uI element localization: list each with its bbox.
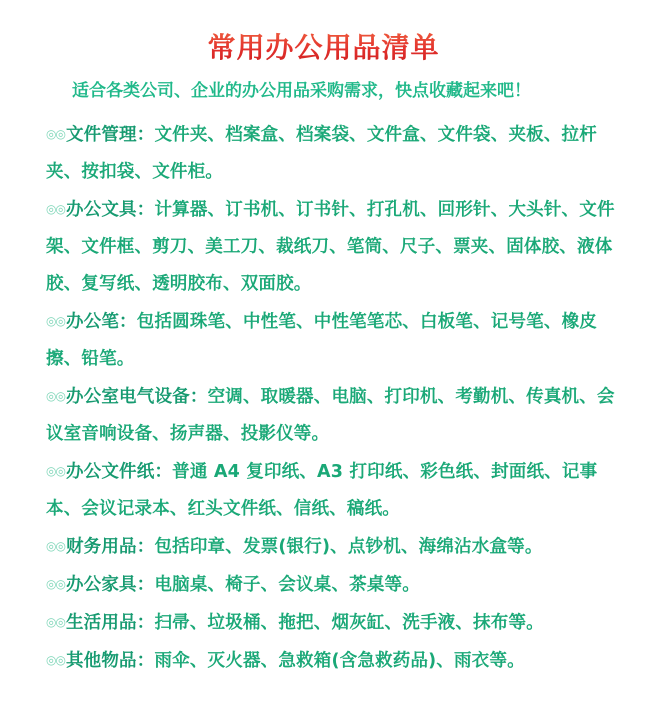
item-content: 包括圆珠笔、中性笔、中性笔笔芯、白板笔、记号笔、橡皮擦、铅笔。 bbox=[46, 312, 597, 369]
bullet-icon: ◎◎ bbox=[46, 127, 65, 141]
item-label: 办公文件纸： bbox=[65, 462, 173, 482]
item-label: 其他物品： bbox=[65, 651, 155, 671]
bullet-icon: ◎◎ bbox=[46, 389, 65, 403]
page-subtitle: 适合各类公司、企业的办公用品采购需求，快点收藏起来吧！ bbox=[72, 81, 531, 101]
list-item bbox=[46, 528, 616, 566]
list-item bbox=[46, 604, 616, 642]
bullet-icon: ◎◎ bbox=[46, 202, 65, 216]
page-title: 常用办公用品清单 bbox=[0, 28, 647, 68]
item-label: 办公文具： bbox=[65, 200, 155, 220]
item-content: 包括印章、发票(银行)、点钞机、海绵沾水盒等。 bbox=[154, 537, 543, 557]
list-item bbox=[46, 191, 616, 303]
list-item bbox=[46, 378, 616, 453]
item-label: 办公家具： bbox=[65, 575, 155, 595]
bullet-icon: ◎◎ bbox=[46, 464, 65, 478]
item-content: 电脑桌、椅子、会议桌、茶桌等。 bbox=[154, 575, 420, 595]
list-item bbox=[46, 642, 616, 680]
item-label: 生活用品： bbox=[65, 613, 155, 633]
list-item bbox=[46, 303, 616, 378]
list-item bbox=[46, 566, 616, 604]
item-label: 办公笔： bbox=[65, 312, 137, 332]
item-content: 扫帚、垃圾桶、拖把、烟灰缸、洗手液、抹布等。 bbox=[154, 613, 544, 633]
item-label: 文件管理： bbox=[65, 125, 155, 145]
bullet-icon: ◎◎ bbox=[46, 653, 65, 667]
bullet-icon: ◎◎ bbox=[46, 615, 65, 629]
item-label: 财务用品： bbox=[65, 537, 155, 557]
item-content: 普通 A4 复印纸、A3 打印纸、彩色纸、封面纸、记事本、会议记录本、红头文件纸、信纸、稿纸。 bbox=[46, 462, 598, 519]
item-content: 雨伞、灭火器、急救箱(含急救药品)、雨衣等。 bbox=[154, 651, 525, 671]
item-content: 文件夹、档案盒、档案袋、文件盒、文件袋、夹板、拉杆夹、按扣袋、文件柜。 bbox=[46, 125, 597, 182]
bullet-icon: ◎◎ bbox=[46, 539, 65, 553]
item-content: 计算器、订书机、订书针、打孔机、回形针、大头针、文件架、文件框、剪刀、美工刀、裁纸刀、笔筒、尺子、票夹、固体胶、液体胶、复写纸、透明胶布、双面胶。 bbox=[46, 200, 615, 294]
bullet-icon: ◎◎ bbox=[46, 314, 65, 328]
item-list bbox=[46, 116, 616, 680]
item-content: 空调、取暖器、电脑、打印机、考勤机、传真机、会议室音响设备、扬声器、投影仪等。 bbox=[46, 387, 615, 444]
item-label: 办公室电气设备： bbox=[65, 387, 208, 407]
list-item bbox=[46, 116, 616, 191]
list-item bbox=[46, 453, 616, 528]
bullet-icon: ◎◎ bbox=[46, 577, 65, 591]
